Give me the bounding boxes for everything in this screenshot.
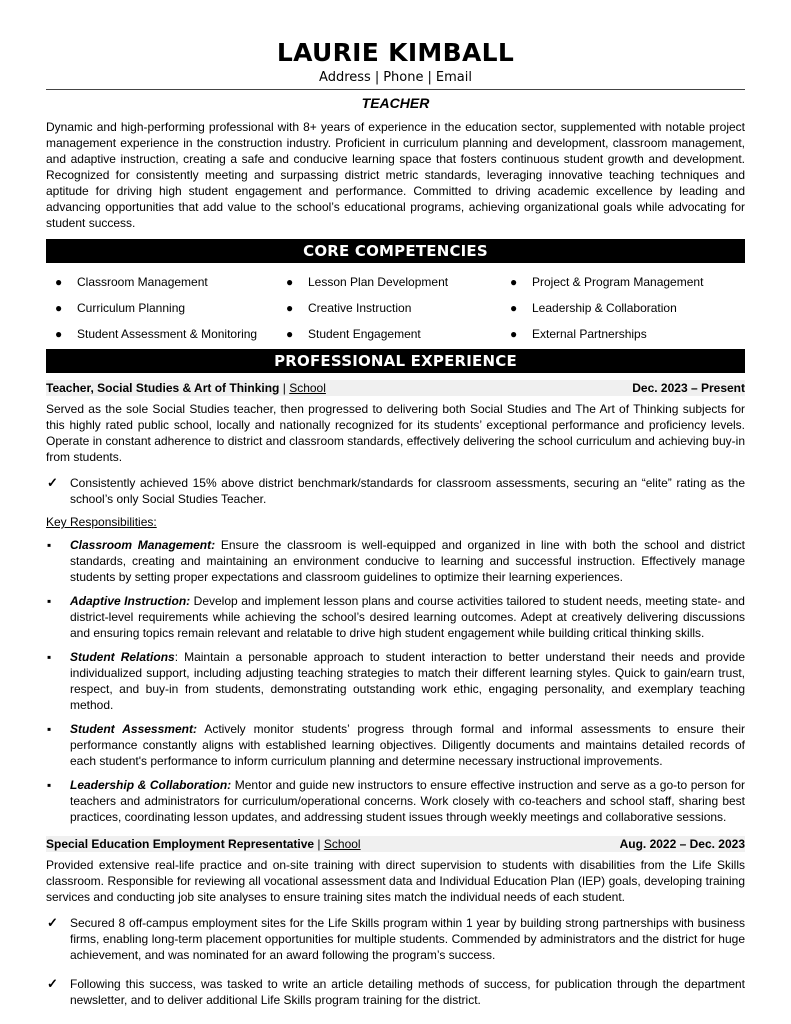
bullet-icon: ● [510,275,518,289]
contact-separator: | [374,70,380,85]
responsibility-item [46,593,745,641]
bullet-icon: ● [286,301,294,315]
bullet-icon: ● [286,327,294,341]
responsibility-item [46,777,745,825]
job-header [46,380,745,396]
achievement-item [46,475,745,507]
responsibility-text: Ensure the classroom is well-equipped and organized in line with both the school and district standards, creating and maintaining an environment conducive to learning and successful instruction. Effectively manage students by setting proper expectations and classroom guidelines to optimize their learning experiences. [70,538,745,584]
achievement-text: Secured 8 off-campus employment sites for the Life Skills program within 1 year by building strong partnerships with business firms, enabling long-term placement opportunities for multiple students. Commended by administrators and the district for huge achievement, and was nominated for an award following the program’s success. [70,916,745,962]
contact-line [46,69,745,87]
contact-separator: | [427,70,432,85]
responsibility-lead: Student Assessment: [70,722,197,736]
job-header [46,836,745,852]
job-employer: School [289,381,326,395]
responsibilities-label: Key Responsibilities: [46,515,157,529]
responsibility-item [46,721,745,769]
header-divider [46,89,745,90]
bullet-icon: ● [286,275,294,289]
square-bullet-icon: ▪ [47,650,52,664]
achievement-item [46,976,745,1008]
competency-item [284,321,506,347]
summary-paragraph: Dynamic and high-performing professional with 8+ years of experience in the education sector, supplemented with notable project management experience in the construction industry. Proficient in curriculum planning and development, classroom management, and adaptive instruction, creating a safe and conducive learning space that fosters continuous student growth and development. Recognized for consistently meeting and surpassing district metric standards, leveraging innovative teaching techniques and aptitude for driving high student engagement and performance. Committed to driving academic excellence by leading and advancing opportunities that add value to the school’s educational programs, achieving organizational goals while advocating for student success. [46,120,745,230]
square-bullet-icon: ▪ [47,778,52,792]
competencies-column [46,269,284,347]
job-dates: Dec. 2023 – Present [632,381,745,395]
job-title-separator: | [317,837,321,851]
competency-item [506,321,745,347]
competencies-column [506,269,745,347]
competency-label: Creative Instruction [308,301,412,315]
responsibility-text: Develop and implement lesson plans and course activities tailored to student needs, meeting state- and district-level requirements while achieving the school’s desired learning outcomes. Adept at creatively delivering discussions and ensuring topics remain relevant and relatable to drive high student engagement while building critical thinking skills. [70,594,745,640]
competency-item [284,269,506,295]
competency-label: Student Assessment & Monitoring [77,327,258,341]
competency-label: Classroom Management [77,275,208,289]
competency-label: Lesson Plan Development [308,275,449,289]
responsibility-text: Actively monitor students’ progress through formal and informal assessments to ensure their performance constantly aligns with established learning objectives. Diligently documents and maintains detailed records of each student's performance to inform curriculum planning and determine necessary instructional improvements. [70,722,746,768]
job-description: Provided extensive real-life practice and on-site training with direct supervision to students with disabilities from the Life Skills classroom. Responsible for reviewing all vocational assessment data and Individual Education Plan (IEP) goals, developing training services and conducting job site analyses to ensure training sites match the individual needs of each student. [46,858,745,904]
square-bullet-icon: ▪ [47,722,52,736]
competency-item [46,321,284,347]
bullet-icon: ● [55,275,63,289]
responsibility-item [46,537,745,585]
job-employer: School [323,837,361,851]
square-bullet-icon: ▪ [47,538,52,552]
competency-label: Leadership & Collaboration [532,301,677,315]
checkmark-icon: ✓ [47,475,58,490]
competency-item [284,295,506,321]
bullet-icon: ● [55,327,63,341]
candidate-name: LAURIE KIMBALL [276,38,515,67]
resume-page [46,38,745,1008]
job-title: Special Education Employment Representative [46,837,315,851]
contact-address: Address [319,70,371,85]
bullet-icon: ● [510,327,518,341]
job-dates: Aug. 2022 – Dec. 2023 [619,837,745,851]
square-bullet-icon: ▪ [47,594,52,608]
responsibility-text: : Maintain a personable approach to student interaction to better understand their needs and provide individualized support, including adjusting teaching strategies to match their different learning styles. Quick to gain/earn trust, respect, and buy-in from students, demonstrating outstanding work ethic, engaging personality, and exemplary teaching method. [70,650,745,712]
responsibility-lead: Adaptive Instruction: [70,594,191,608]
competency-label: Project & Program Management [532,275,704,289]
responsibility-lead: Classroom Management: [70,538,216,552]
job-title-line [46,380,326,396]
checkmark-icon: ✓ [47,915,58,930]
competency-label: Curriculum Planning [77,301,186,315]
job-title-separator: | [282,381,286,395]
job-title: Teacher, Social Studies & Art of Thinking [46,381,280,395]
section-heading-competencies: CORE COMPETENCIES [46,239,745,263]
competency-item [46,295,284,321]
bullet-icon: ● [55,301,63,315]
bullet-icon: ● [510,301,518,315]
responsibility-item [46,649,745,713]
professional-headline: TEACHER [361,95,430,111]
competencies-grid [46,269,745,347]
responsibility-lead: Student Relations [70,650,175,664]
competency-item [506,269,745,295]
responsibility-text: Mentor and guide new instructors to ensure effective instruction and serve as a go-to person for teachers and administrators for curriculum/operational concerns. Work closely with co-teachers and school staff, sharing best practices, coordinating lesson updates, and addressing student issues through weekly meetings and collaborative sessions. [70,778,745,824]
contact-email: Email [435,70,472,85]
competency-label: External Partnerships [532,327,647,341]
checkmark-icon: ✓ [47,976,58,991]
achievement-text: Following this success, was tasked to write an article detailing methods of success, for publication through the department newsletter, and to deliver additional Life Skills program training for the district. [70,977,745,1007]
competencies-column [284,269,506,347]
responsibility-lead: Leadership & Collaboration: [70,778,232,792]
competency-item [506,295,745,321]
competency-label: Student Engagement [308,327,421,341]
competency-item [46,269,284,295]
achievement-item [46,915,745,963]
achievement-text: Consistently achieved 15% above district benchmark/standards for classroom assessments, securing an “elite” rating as the school’s only Social Studies Teacher. [70,476,745,506]
job-description: Served as the sole Social Studies teacher, then progressed to delivering both Social Studies and The Art of Thinking subjects for this highly rated public school, locally and nationally recognized for its students’ exceptional performance and proficiency levels. Operate in constant adherence to district and classroom standards, effectively delivering the school curriculum and achieving buy-in from students. [46,402,745,464]
section-heading-experience: PROFESSIONAL EXPERIENCE [46,349,745,373]
contact-phone: Phone [383,70,424,85]
job-title-line [46,836,361,852]
